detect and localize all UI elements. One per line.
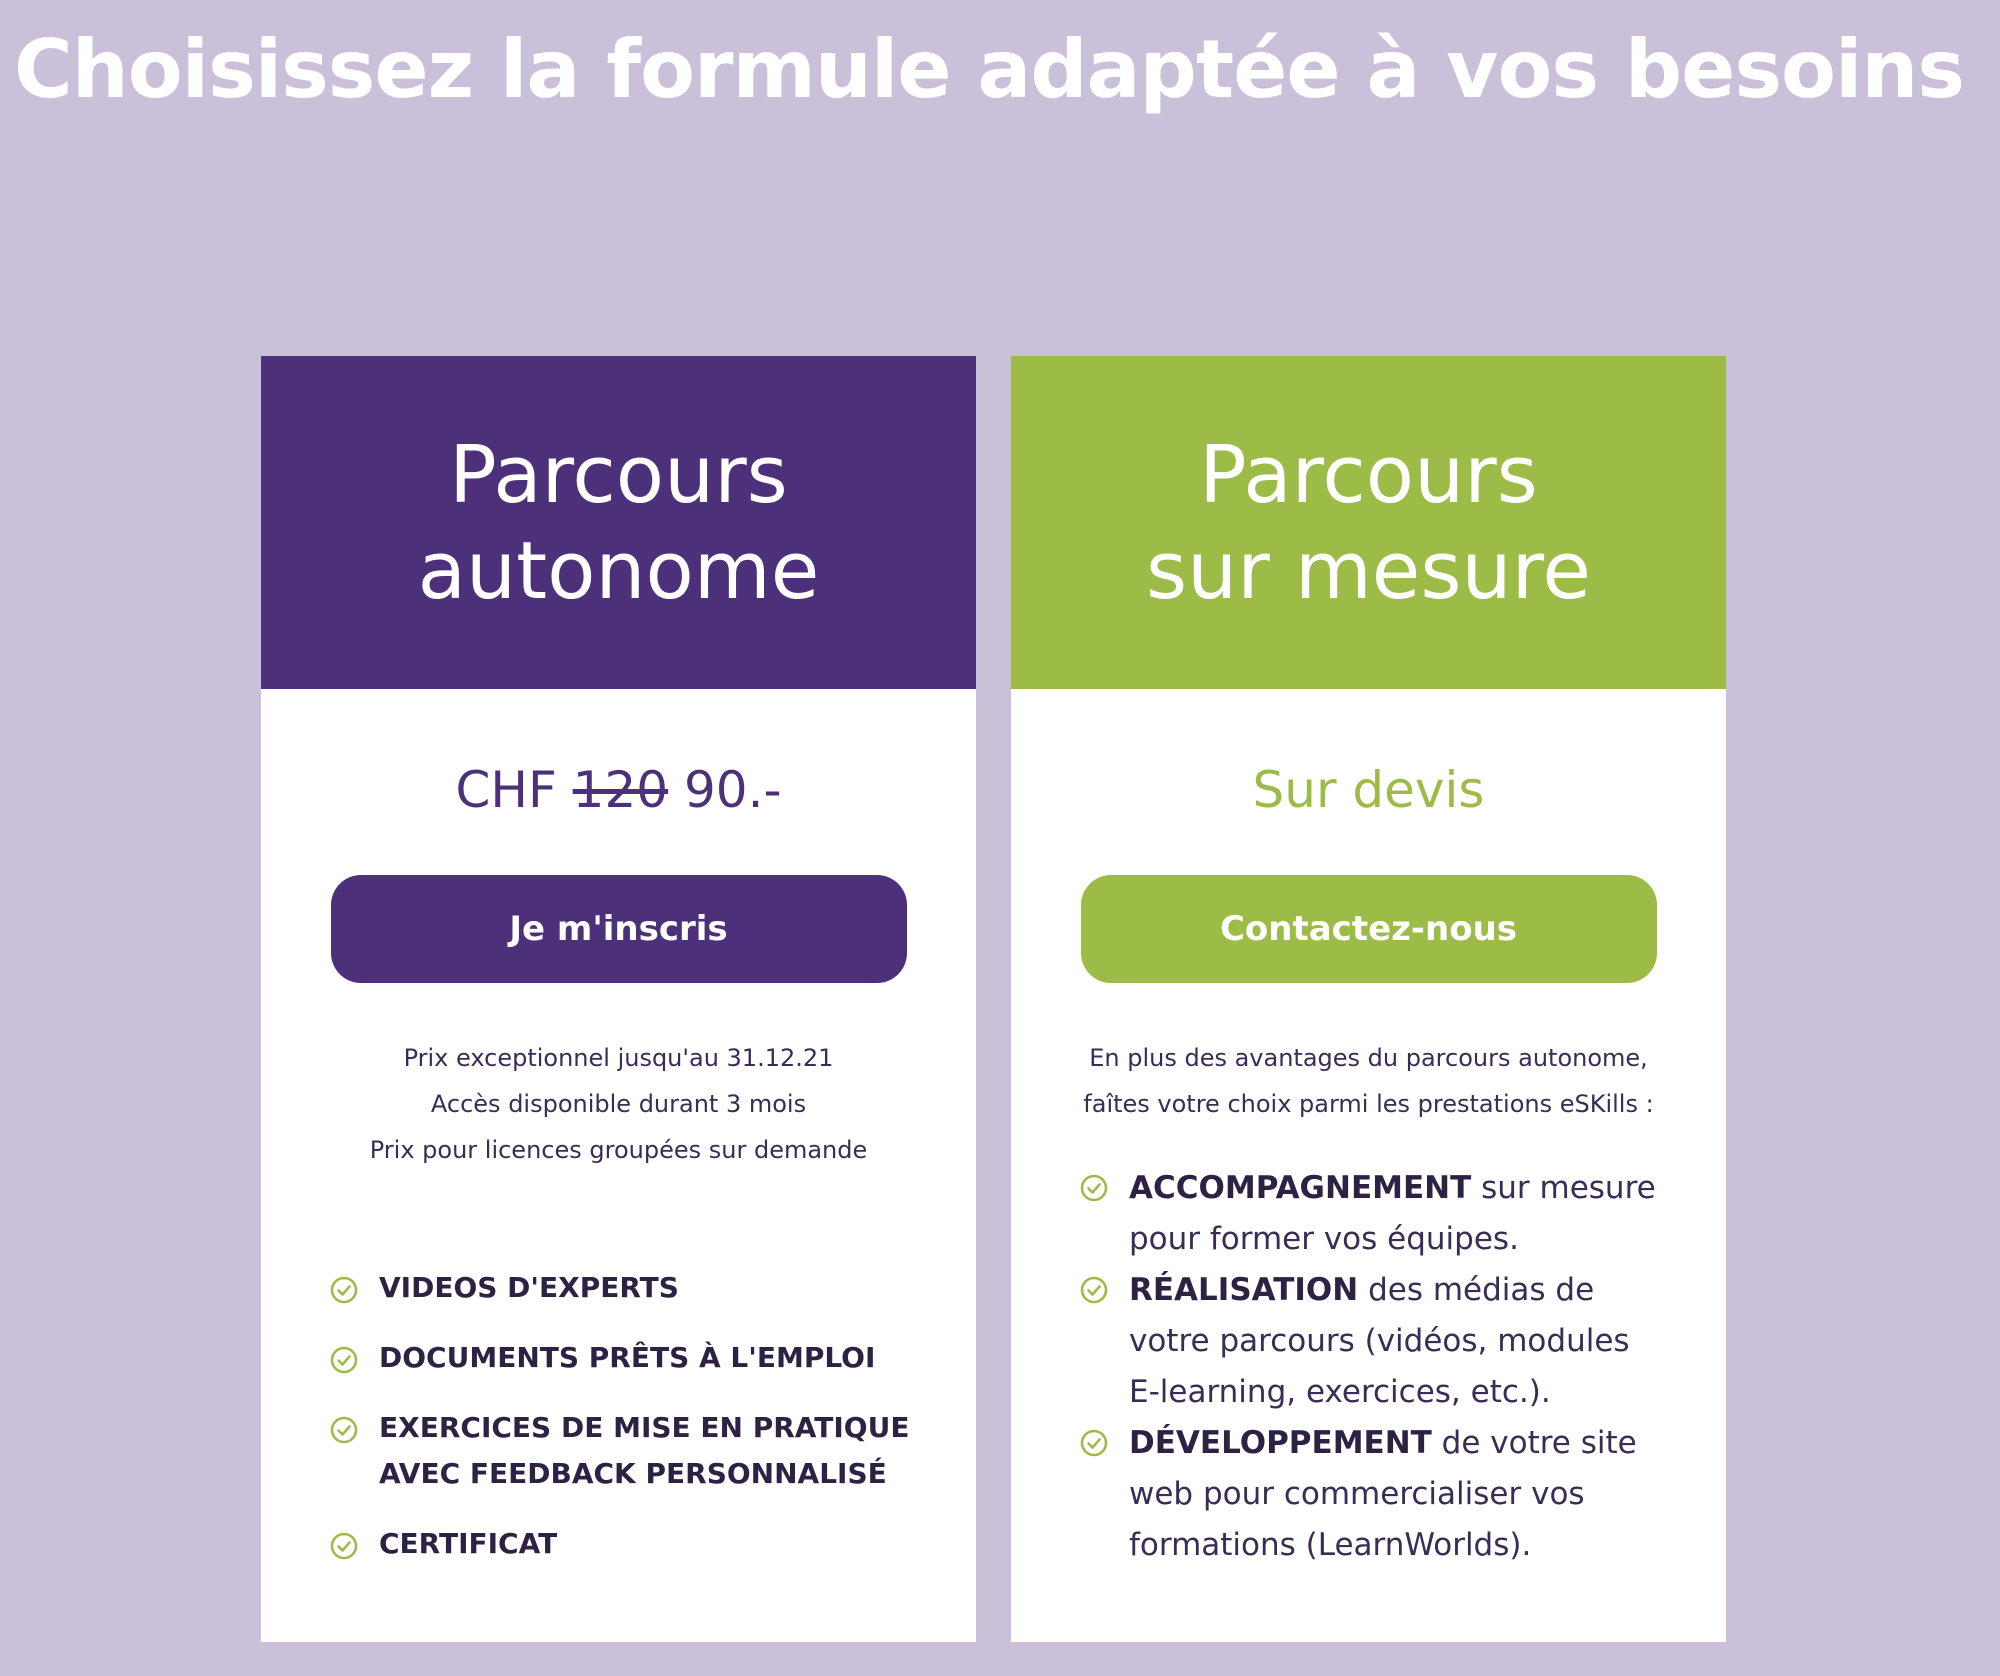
pricing-card-autonome — [261, 356, 976, 1642]
price-new: 90.- — [683, 761, 782, 819]
feature-description: sur mesure pour former vos équipes. — [1129, 1170, 1656, 1257]
feature-label: EXERCICES DE MISE EN PRATIQUE AVEC FEEDBACK PERSONNALISÉ — [379, 1411, 910, 1490]
contact-button[interactable]: Contactez-nous — [1081, 875, 1657, 983]
feature-item — [329, 1335, 976, 1381]
signup-button[interactable]: Je m'inscris — [331, 875, 907, 983]
check-circle-icon — [329, 1275, 359, 1305]
feature-list-autonome — [261, 1265, 976, 1567]
card-title — [418, 427, 820, 619]
feature-keyword: ACCOMPAGNEMENT — [1129, 1170, 1472, 1206]
feature-label: VIDEOS D'EXPERTS — [379, 1271, 679, 1304]
feature-keyword: RÉALISATION — [1129, 1272, 1359, 1308]
feature-description: de votre site web pour commercialiser vos formations (LearnWorlds). — [1129, 1425, 1637, 1563]
feature-item — [1079, 1163, 1656, 1265]
check-circle-icon — [1079, 1428, 1109, 1458]
pricing-card-sur-mesure — [1011, 356, 1726, 1642]
note-line: Prix exceptionnel jusqu'au 31.12.21 — [403, 1044, 834, 1072]
feature-item — [1079, 1265, 1656, 1418]
price-autonome — [261, 757, 976, 823]
card-title-line-2: autonome — [417, 524, 820, 617]
card-title — [1146, 427, 1591, 619]
feature-label: CERTIFICAT — [379, 1527, 558, 1560]
notes-sur-mesure — [1011, 1035, 1726, 1127]
card-header-sur-mesure — [1011, 356, 1726, 689]
check-circle-icon — [1079, 1173, 1109, 1203]
card-title-line-2: sur mesure — [1146, 524, 1591, 617]
price-old: 120 — [572, 761, 669, 819]
price-currency: CHF — [455, 761, 557, 819]
feature-item — [329, 1405, 976, 1497]
feature-description: des médias de votre parcours (vidéos, modules E-learning, exercices, etc.). — [1129, 1272, 1630, 1410]
feature-item — [1079, 1418, 1656, 1571]
check-circle-icon — [1079, 1275, 1109, 1305]
note-line: En plus des avantages du parcours autonome, — [1089, 1044, 1648, 1072]
feature-item — [329, 1521, 976, 1567]
feature-label: DOCUMENTS PRÊTS À L'EMPLOI — [379, 1341, 876, 1374]
note-line: faîtes votre choix parmi les prestations eSKills : — [1083, 1090, 1654, 1118]
card-title-line-1: Parcours — [449, 428, 788, 521]
check-circle-icon — [329, 1345, 359, 1375]
note-line: Prix pour licences groupées sur demande — [369, 1136, 868, 1164]
check-circle-icon — [329, 1531, 359, 1561]
notes-autonome — [261, 1035, 976, 1173]
feature-item — [329, 1265, 976, 1311]
feature-list-sur-mesure — [1011, 1163, 1726, 1571]
feature-keyword: DÉVELOPPEMENT — [1129, 1425, 1432, 1461]
page-title: Choisissez la formule adaptée à vos besoins — [14, 23, 1964, 116]
price-sur-mesure: Sur devis — [1252, 761, 1485, 819]
card-title-line-1: Parcours — [1199, 428, 1538, 521]
note-line: Accès disponible durant 3 mois — [430, 1090, 807, 1118]
check-circle-icon — [329, 1415, 359, 1445]
card-header-autonome — [261, 356, 976, 689]
